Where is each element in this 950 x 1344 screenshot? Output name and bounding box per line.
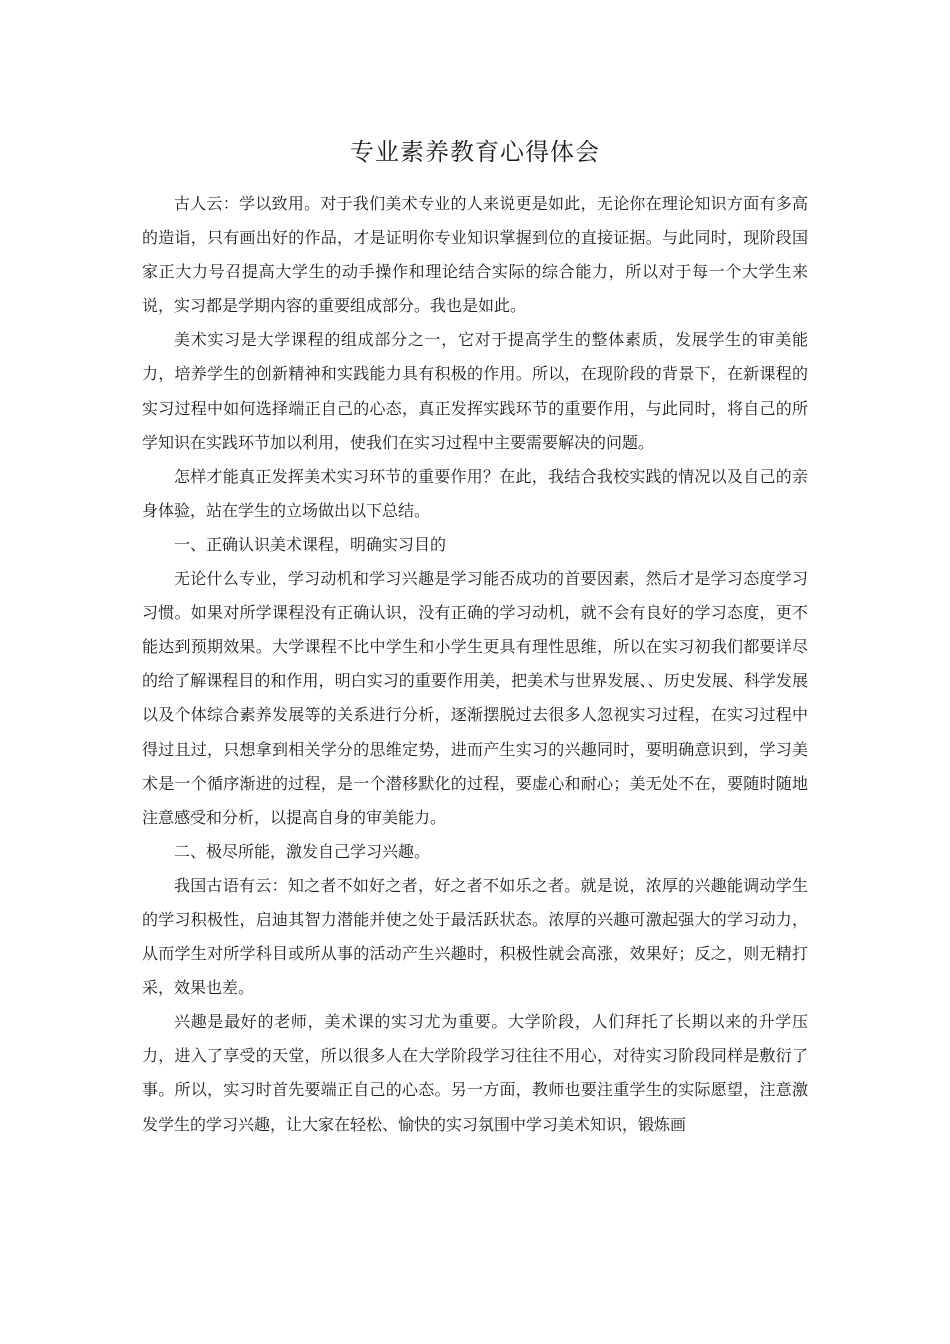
paragraph-art-internship: 美术实习是大学课程的组成部分之一，它对于提高学生的整体素质，发展学生的审美能力，培养学生的创新精神和实践能力具有积极的作用。所以，在现阶段的背景下，在新课程的实习过程中如何选择端正自己的心态，真正发挥实践环节的重要作用，与此同时，将自己的所学知识在实践环节加以利用，使我们在实习过程中主要需要解决的问题。 — [142, 330, 808, 452]
paragraph-interest: 我国古语有云：知之者不如好之者，好之者不如乐之者。就是说，浓厚的兴趣能调动学生的学习积极性，启迪其智力潜能并使之处于最活跃状态。浓厚的兴趣可激起强大的学习动力，从而学生对所学科目或所从事的活动产生兴趣时，积极性就会高涨，效果好；反之，则无精打采，效果也差。 — [142, 875, 808, 998]
document-title: 专业素养教育心得体会 — [350, 138, 600, 166]
section-heading-1: 一、正确认识美术课程，明确实习目的 — [174, 534, 447, 554]
paragraph-intro: 古人云：学以致用。对于我们美术专业的人来说更是如此，无论你在理论知识方面有多高的造诣，只有画出好的作品，才是证明你专业知识掌握到位的直接证据。与此同时，现阶段国家正大力号召提高大学生的动手操作和理论结合实际的综合能力，所以对于每一个大学生来说，实习都是学期内容的重要组成部分。我也是如此。 — [142, 194, 808, 316]
paragraph-teacher: 兴趣是最好的老师，美术课的实习尤为重要。大学阶段，人们拜托了长期以来的升学压力，进入了享受的天堂，所以很多人在大学阶段学习往往不用心，对待实习阶段同样是敷衍了事。所以，实习时首先要端正自己的心态。另一方面，教师也要注重学生的实际愿望，注意激发学生的学习兴趣，让大家在轻松、愉快的实习氛围中学习美术知识，锻炼画 — [142, 1012, 808, 1134]
document-body — [142, 187, 808, 1142]
paragraph-motivation: 无论什么专业，学习动机和学习兴趣是学习能否成功的首要因素，然后才是学习态度学习习惯。如果对所学课程没有正确认识，没有正确的学习动机，就不会有良好的学习态度，更不能达到预期效果。大学课程不比中学生和小学生更具有理性思维，所以在实习初我们都要详尽的给了解课程目的和作用，明白实习的重要作用美，把美术与世界发展、、历史发展、科学发展以及个体综合素养发展等的关系进行分析，逐渐摆脱过去很多人忽视实习过程，在实习过程中得过且过，只想拿到相关学分的思维定势，进而产生实习的兴趣同时，要明确意识到，学习美术是一个循序渐进的过程，是一个潜移默化的过程，要虚心和耐心；美无处不在，要随时随地注意感受和分析，以提高自身的审美能力。 — [142, 569, 808, 827]
section-heading-2: 二、极尽所能，激发自己学习兴趣。 — [174, 841, 431, 861]
paragraph-question: 怎样才能真正发挥美术实习环节的重要作用？在此，我结合我校实践的情况以及自己的亲身体验，站在学生的立场做出以下总结。 — [142, 466, 808, 520]
